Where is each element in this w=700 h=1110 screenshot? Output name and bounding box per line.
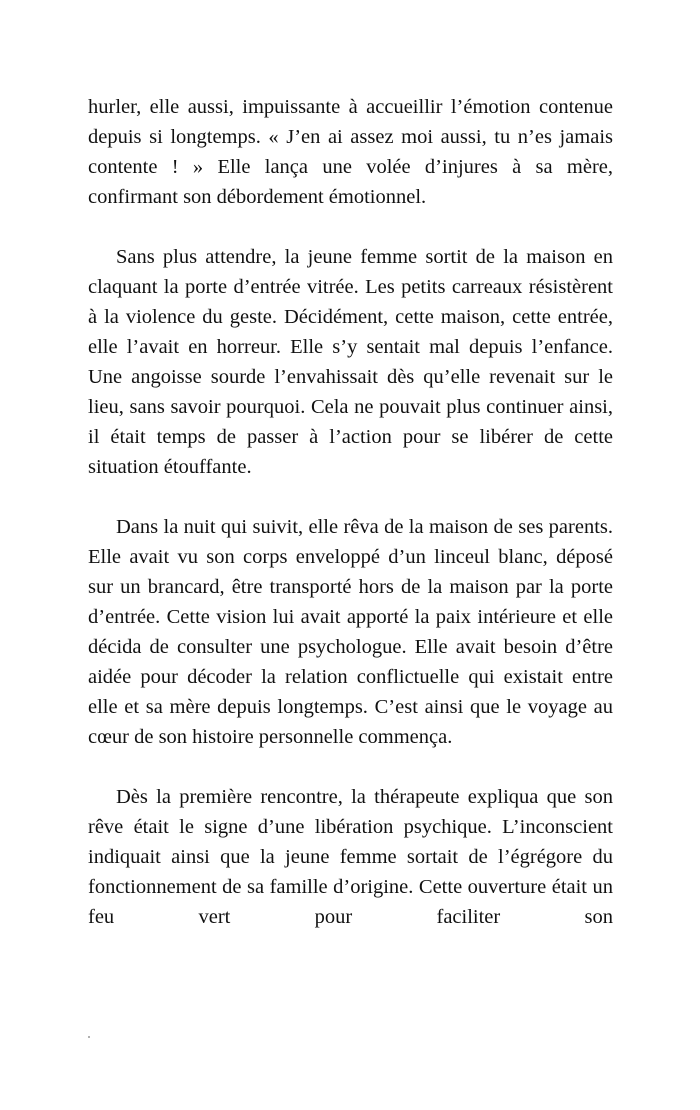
page-marker-dot: [88, 1036, 90, 1038]
body-text: [88, 92, 613, 962]
paragraph-therapist: Dès la première rencontre, la thérapeute expliqua que son rêve était le signe d’une libération psychique. L’inconscient indiquait ainsi que la jeune femme sortait de l’égrégore du fonctionnement de sa famille d’origine. Cette ouverture était un feu vert pour faciliter son: [88, 786, 613, 928]
paragraph-door-slam: Sans plus attendre, la jeune femme sortit de la maison en claquant la porte d’entrée vitrée. Les petits carreaux résistèrent à la violence du geste. Décidément, cette maison, cette entrée, elle l’avait en horreur. Elle s’y sentait mal depuis l’enfance. Une angoisse sourde l’envahissait dès qu’elle revenait sur le lieu, sans savoir pourquoi. Cela ne pouvait plus continuer ainsi, il était temps de passer à l’action pour se libérer de cette situation étouffante.: [88, 246, 613, 478]
paragraph-dream: Dans la nuit qui suivit, elle rêva de la maison de ses parents. Elle avait vu son corps enveloppé d’un linceul blanc, déposé sur un brancard, être transporté hors de la maison par la porte d’entrée. Cette vision lui avait apporté la paix intérieure et elle décida de consulter une psychologue. Elle avait besoin d’être aidée pour décoder la relation conflictuelle qui existait entre elle et sa mère depuis longtemps. C’est ainsi que le voyage au cœur de son histoire personnelle commença.: [88, 516, 613, 748]
paragraph-continuation: hurler, elle aussi, impuissante à accueillir l’émotion contenue depuis si longtemps. « J’en ai assez moi aussi, tu n’es jamais contente ! » Elle lança une volée d’injures à sa mère, confirmant son débordement émotionnel.: [88, 96, 613, 208]
